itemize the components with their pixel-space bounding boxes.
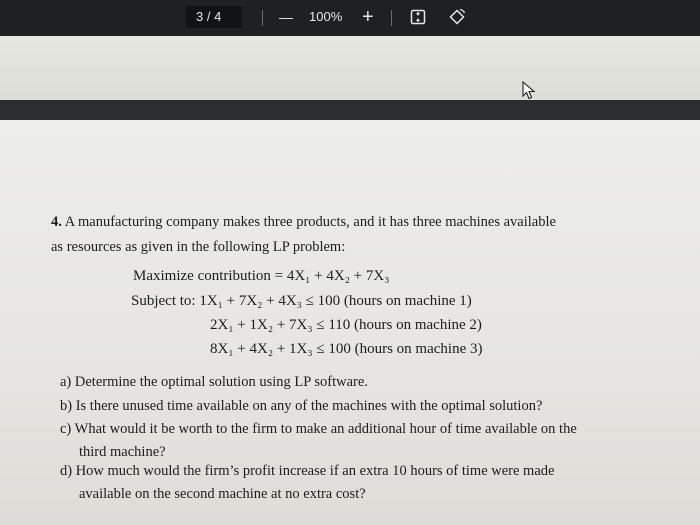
question-c-line-2: third machine? <box>79 444 166 460</box>
toolbar-divider <box>391 10 392 26</box>
objective-function: Maximize contribution = 4X₁ + 4X₂ + 7X₃ <box>133 268 390 284</box>
toolbar-divider <box>262 10 263 26</box>
constraint-3: 8X₁ + 4X₂ + 1X₃ ≤ 100 (hours on machine 3) <box>210 341 483 357</box>
constraint-1: Subject to: 1X₁ + 7X₂ + 4X₃ ≤ 100 (hours on machine 1) <box>131 293 472 309</box>
previous-page <box>0 36 700 100</box>
problem-number: 4. <box>51 214 62 230</box>
zoom-level[interactable]: 100% <box>309 9 343 24</box>
page-separator <box>0 100 700 120</box>
zoom-in-button[interactable]: + <box>362 6 374 28</box>
question-d-line-2: available on the second machine at no extra cost? <box>79 486 366 502</box>
constraint-2: 2X₁ + 1X₂ + 7X₃ ≤ 110 (hours on machine 2) <box>210 317 482 333</box>
problem-intro-line-2: as resources as given in the following LP problem: <box>51 239 346 255</box>
rotate-icon[interactable] <box>448 8 466 26</box>
page-indicator[interactable]: 3 / 4 <box>196 9 222 24</box>
question-a: a) Determine the optimal solution using LP software. <box>60 374 368 390</box>
question-c-line-1: c) What would it be worth to the firm to make an additional hour of time available on the <box>60 421 577 437</box>
pdf-toolbar <box>0 0 700 36</box>
zoom-out-button[interactable]: — <box>279 9 293 25</box>
problem-intro-line-1: 4. A manufacturing company makes three products, and it has three machines available <box>51 214 556 230</box>
question-b: b) Is there unused time available on any of the machines with the optimal solution? <box>60 398 543 414</box>
question-d-line-1: d) How much would the firm’s profit increase if an extra 10 hours of time were made <box>60 463 555 479</box>
document-page <box>0 120 700 525</box>
fit-page-icon[interactable] <box>409 8 427 26</box>
